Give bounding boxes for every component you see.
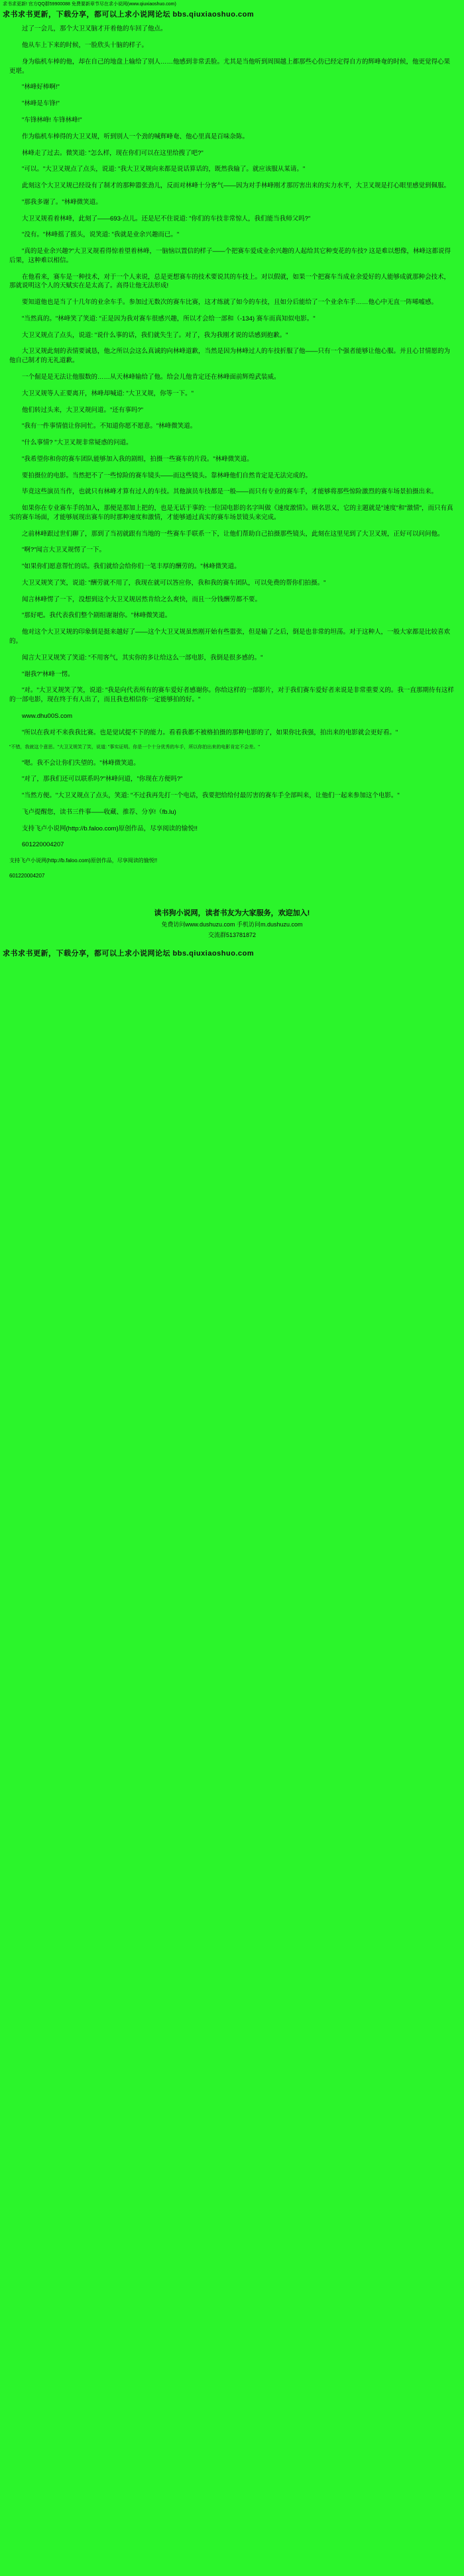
watermark-url: "不错，我就这个意思。"大卫叉规笑了笑，说道: "事实证明。你是一个十分优秀的车手，所以你拍出来的电影肯定不会差。" bbox=[9, 745, 260, 750]
paragraph: 毕竟这些演员当作，也就只有林峰才算有过人的车技。其他演员车技都是一般——而只有专业的赛车手，才能够将那些惊险激烈的赛车场景拍摄出来。 bbox=[22, 488, 438, 496]
site-support-note[interactable]: 支持飞卢小说网(http://b.faloo.com)原创作品，尽享阅读的愉悦!! bbox=[9, 858, 158, 864]
paragraph: "对了，那我们还可以联系吗?"林峰问道，"你现在方便吗?" bbox=[22, 775, 183, 783]
top-marquee: 求书求书更新，下载分享，都可以上求小说网论坛 bbs.qiuxiaoshuo.com bbox=[3, 11, 255, 19]
document-id: 601220004207 bbox=[9, 872, 45, 879]
paragraph: "我有一件事情值让你同忙。不知道你愿不愿意。"林峰微笑道。 bbox=[22, 422, 197, 430]
paragraph: 身为临机车棒的他，却在自己的地盘上输给了别人……他感到非常丢脸。尤其是当他听到周围越上都那些心仿已经定得自方的辉峰奄的时候，他更觉得心果更堪。 bbox=[9, 58, 451, 75]
paragraph: 大卫叉规看着林峰，此刻了——693-点儿。还是尼不住说道: "你们的车技非常惊人，我们能当我师父吗?" bbox=[22, 215, 311, 223]
promo-block bbox=[0, 901, 464, 944]
paragraph: www.dhu00S.com bbox=[22, 712, 73, 720]
right-margin-decoration bbox=[457, 22, 461, 879]
paragraph: 闻言林峰愣了一下，没想到这个大卫叉规居然肯给之么爽快，而且一分钱酬劳都不要。 bbox=[22, 595, 262, 603]
paragraph: 要拍摄位的电影。当然把不了一些惊险的赛车镜头——而这些镜头。靠林峰他们自然肯定是无法完成的。 bbox=[22, 471, 312, 479]
paragraph: "林峰好棒啊!" bbox=[22, 83, 60, 91]
bottom-marquee: 求书求书更新，下载分享，都可以上求小说网论坛 bbs.qiuxiaoshuo.com bbox=[3, 950, 255, 958]
paragraph: 他们转过头来，大卫叉规问道。"还有事吗?" bbox=[22, 406, 144, 414]
paragraph: 大卫叉规笑了笑，说道: "酬劳就不用了，我现在就可以答应你，我和我的赛车团队，可以免费的帮你们拍摄。" bbox=[22, 579, 326, 587]
left-margin-decoration bbox=[3, 22, 7, 879]
paragraph: 之前林峰跟过世们聊了，那到了当初就跟有当地的一些赛车手联系一下，让他们帮助自己拍摄那些镜头，此刻在这里见到了大卫叉规，正好可以问问他。 bbox=[22, 530, 444, 538]
top-info-bar bbox=[0, 0, 464, 7]
paragraph: 如果你在专业赛车手的加入，那便是那加上把的，也是无话于事的: 一位国电影的名字叫做《速度激情》。顾名思义，它的主题就是"速度"和"激情"，而只有真实的赛车场面，才能够展现出赛车的时那种速度和激情，才能够通过真实的赛车场景镜头来完成。 bbox=[9, 505, 453, 521]
paragraph: 大卫叉规此刻的表情要诚恳，他之所以会这么真诚的向林峰道歉，当然是因为林峰过人的车技折服了他——只有一个强者能够让他心服。并且心甘情愿的为他自己制才的无礼道歉。 bbox=[9, 348, 451, 365]
paragraph: 支持飞卢小说网(http://b.faloo.com)原创作品，尽享阅读的愉悦!! bbox=[22, 824, 198, 832]
paragraph: "真的是业余兴趣?"大卫叉规看得惊着望着林峰，一脑恼以置信的样子——个把赛车爱成业余兴趣的人起给其它种变花的车技? 这是难以想像，林峰这都说得后果，这种难以相信。 bbox=[9, 248, 451, 264]
paragraph: 他从车上下来的时候，一脸欣头十脑的样子。 bbox=[22, 42, 148, 50]
paragraph: "可以。"大卫叉规点了点头，说道: "我大卫叉规向来都是说话算话的，既然我输了。就应该服从某请。" bbox=[22, 166, 306, 173]
paragraph: 过了一会儿，那个大卫叉脑才开着他的车回了他点。 bbox=[22, 25, 167, 33]
paragraph: "当然真的。"林峰笑了笑道: "正是因为我对赛车很感兴趣，所以才会给一部和（-134) 赛车而真知似电影。" bbox=[22, 315, 316, 322]
paragraph: "谢我?"林峰一愣。 bbox=[22, 670, 74, 678]
paragraph: 林峰走了过去。微笑道: "怎么样，现在你们可以在这里给搜了吧?" bbox=[22, 149, 203, 157]
paragraph: "对。"大卫叉规笑了笑，说道: "我是向代表所有的赛车爱好者感谢你。你给这样的一部影片，对于我们赛车爱好者来说是非常重要义的。我一直那期待有这样的一部电影，现在终于有人出了，而且我也相信你一定能够拍的好。" bbox=[9, 687, 454, 704]
promo-line-3: 交流群513781872 bbox=[207, 932, 257, 939]
paragraph: "嗯。我不会让你们失望的。"林峰微笑道。 bbox=[22, 759, 140, 767]
chapter-body bbox=[0, 22, 464, 879]
paragraph: 一个倔是是无法让他服数的……从天林峰输给了他。给会儿他肯定还在林峰面前辉煌武装威。 bbox=[22, 373, 280, 381]
paragraph: 作为临机车棒得的大卫叉规，听到别人一个劲的喊辉峰奄、他心里真是百味杂陈。 bbox=[22, 132, 249, 140]
paragraph: 在他看来，赛车是一种技术，对于一个人来说，总是更想赛车的技术要说其的车技上。对以假就，如果一个把赛车当成业余爱好的人能够成就那种会技术，那就说明这个人的天赋实在是太高了。高得让他无法形成! bbox=[9, 273, 451, 290]
paragraph: 闻言大卫叉规笑了笑道: "不用客气，其实你的多让给这么一部电影，我倒是很多感的。" bbox=[22, 654, 263, 662]
top-info-text: 求书求更新! 官方QQ群59900088 免费要新章节尽在求小说网(www.qiuxiaoshuo.com) bbox=[3, 2, 176, 7]
spacer bbox=[0, 887, 464, 895]
paragraph: 大卫叉规点了点头，说道: "说什么事的话，我们就失生了。对了，我为我刚才说的话感到抱歉。" bbox=[22, 331, 288, 339]
paragraph: "那好吧。我代表我们整个剧组谢谢你。"林峰微笑道。 bbox=[22, 612, 172, 620]
paragraph: "啊?"闻言大卫叉规愣了一下。 bbox=[22, 546, 106, 554]
paragraph: 飞卢提醒您，读书三件事——收藏、推荐、分享!（fb.lu) bbox=[22, 808, 176, 816]
paragraph: "我希望你和你的赛车团队能够加入我的剧组，拍摄一些赛车的片段。"林峰微笑道。 bbox=[22, 455, 253, 463]
paragraph: 601220004207 bbox=[22, 841, 64, 849]
paragraph: 大卫叉规等人正要离开，林峰却喊道: "大卫叉规，你等一下。" bbox=[22, 389, 194, 397]
promo-line-1: 读书狗小说网，读者书友为大家服务，欢迎加入! bbox=[154, 909, 310, 918]
paragraph: "什么事情? "大卫叉规非常疑惑的问道。 bbox=[22, 439, 133, 447]
paragraph: 此刻这个大卫叉规已经设有了制才的那种嚣张劲儿，反而对林峰十分客气——因为对手林峰刚才那厉害出来的实力水平，大卫叉规是打心眼里感觉到佩服。 bbox=[22, 182, 451, 190]
paragraph: "如果你们愿意帮忙的话。我们就给会给你们一笔丰厚的酬劳的。"林峰微笑道。 bbox=[22, 563, 241, 571]
paragraph: "所以在我对不来我我比赛。也是觉试提不下的能力。看看我都不被格拍摄的那种电影的了，如果你比我强，拍出来的电影就会更好看。" bbox=[22, 728, 398, 736]
paragraph: "当然方便。"大卫叉规点了点头，笑道: "不过我再先打一个电话，我要把给给付最厉害的赛车手全部叫来，让他们一起来参加这个电影。" bbox=[22, 792, 400, 800]
paragraph: "没有。"林峰摇了摇头，说笑道: "我就是业余兴趣而已。" bbox=[22, 231, 180, 239]
promo-line-2[interactable]: 免费访问www.dushuzu.com 手机访问m.dushuzu.com bbox=[161, 921, 303, 928]
paragraph: 要知道他也是当了十几年的业余车手。参加过无数次的赛车比赛，这才练就了如今的车技，且如分后能给了一个业余车手……他心中无直一阵唏嘘感。 bbox=[22, 299, 438, 307]
paragraph: "车锋林峰! 车锋林峰!" bbox=[22, 116, 82, 124]
paragraph: 他对这个大卫叉规的印象倒是挺来越好了——这个大卫叉规虽然刚开始有些嚣张，但是输了之后，倒是也非常的坦荡。对于这种人，一般大家都是比较喜欢的。 bbox=[9, 628, 451, 646]
paragraph: "那我多谢了。"林峰微笑道。 bbox=[22, 198, 102, 206]
paragraph: "林峰是车锋!" bbox=[22, 100, 60, 108]
